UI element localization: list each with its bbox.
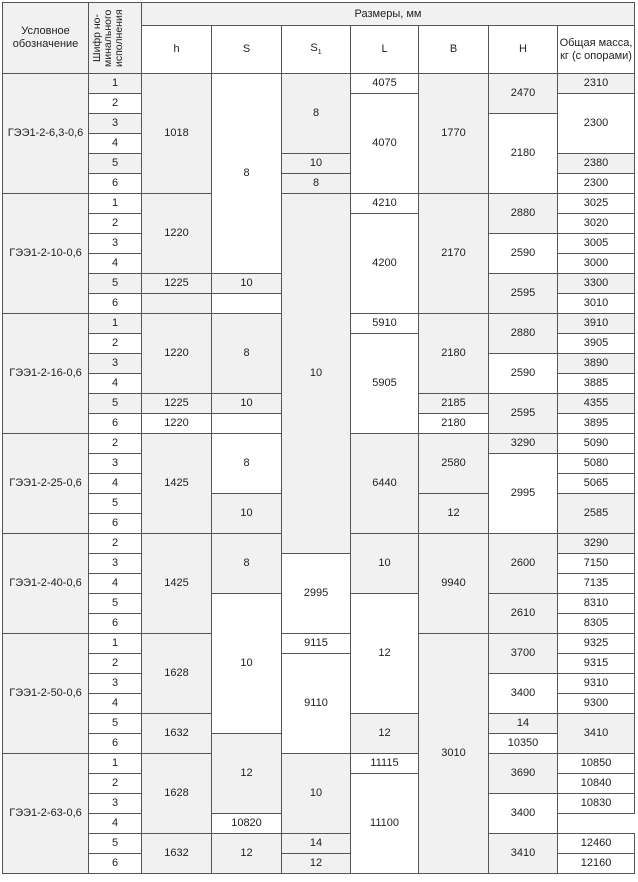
cell-mass: 5065 (558, 474, 635, 494)
header-S: S (212, 26, 282, 74)
cell-S: 8 (212, 534, 282, 594)
cell-S1: 8 (282, 74, 351, 154)
cell-mass: 10840 (558, 774, 635, 794)
cell-h: 1632 (142, 834, 212, 874)
cell-L: 9115 (282, 634, 351, 654)
variant-code: 2 (89, 334, 142, 354)
cell-H: 2995 (282, 554, 351, 634)
variant-code: 1 (89, 314, 142, 334)
variant-code: 1 (89, 194, 142, 214)
cell-mass: 3885 (558, 374, 635, 394)
cell-mass: 2300 (558, 174, 635, 194)
cell-mass: 8305 (558, 614, 635, 634)
cell-L: 4070 (351, 94, 419, 194)
cell-B: 2580 (419, 434, 489, 494)
group-name: ГЭЭ1-2-63-0,6 (3, 754, 89, 874)
group-name: ГЭЭ1-2-25-0,6 (3, 434, 89, 534)
cell-mass: 3020 (558, 214, 635, 234)
cell-S: 10 (282, 754, 351, 834)
cell-H: 3290 (489, 434, 558, 454)
cell-B: 2600 (489, 534, 558, 594)
variant-code: 4 (89, 134, 142, 154)
variant-code: 5 (89, 394, 142, 414)
cell-mass: 2310 (558, 74, 635, 94)
cell-h: 1225 (142, 394, 212, 414)
variant-code: 1 (89, 634, 142, 654)
cell-H: 2995 (489, 454, 558, 534)
variant-code: 2 (89, 94, 142, 114)
variant-code: 5 (89, 594, 142, 614)
cell-mass: 3010 (558, 294, 635, 314)
cell-H: 3690 (489, 754, 558, 794)
cell-H: 3400 (489, 674, 558, 714)
cell-h-empty (142, 294, 212, 314)
header-designation: Условное обозначение (3, 3, 89, 74)
cell-L: 6440 (351, 434, 419, 534)
cell-mass: 4355 (558, 394, 635, 414)
table-row (3, 834, 635, 854)
cell-h: 1225 (142, 274, 212, 294)
variant-code: 1 (89, 74, 142, 94)
cell-mass: 9310 (558, 674, 635, 694)
cell-H: 3400 (489, 794, 558, 834)
variant-code: 6 (89, 854, 142, 874)
cell-mass: 3000 (558, 254, 635, 274)
cell-mass: 10350 (489, 734, 558, 754)
cell-mass: 3005 (558, 234, 635, 254)
cell-L: 9110 (282, 654, 351, 754)
variant-code: 6 (89, 174, 142, 194)
cell-h: 1220 (142, 414, 212, 434)
cell-mass: 10820 (212, 814, 282, 834)
header-h: h (142, 26, 212, 74)
variant-code: 5 (89, 154, 142, 174)
cell-S: 8 (212, 434, 282, 494)
cell-mass: 5080 (558, 454, 635, 474)
cell-mass: 12160 (558, 854, 635, 874)
cell-mass: 3910 (558, 314, 635, 334)
header-S1 (282, 26, 351, 74)
variant-code: 2 (89, 534, 142, 554)
cell-S: 12 (212, 834, 282, 874)
cell-B: 3010 (419, 634, 489, 874)
variant-code: 6 (89, 614, 142, 634)
cell-B: 2585 (558, 494, 635, 534)
group-name: ГЭЭ1-2-40-0,6 (3, 534, 89, 634)
cell-H: 3410 (558, 714, 635, 754)
variant-code: 3 (89, 234, 142, 254)
cell-H: 2595 (489, 394, 558, 434)
variant-code: 1 (89, 754, 142, 774)
cell-S1: 12 (419, 494, 489, 534)
variant-code: 5 (89, 714, 142, 734)
cell-h: 1628 (142, 634, 212, 714)
cell-H: 3410 (489, 834, 558, 874)
cell-S1: 14 (282, 834, 351, 854)
cell-mass: 3025 (558, 194, 635, 214)
table-row (3, 754, 635, 774)
cell-h: 1220 (142, 314, 212, 394)
variant-code: 4 (89, 814, 142, 834)
cell-L: 4075 (351, 74, 419, 94)
cell-mass: 7135 (558, 574, 635, 594)
cell-S1: 10 (282, 154, 351, 174)
cell-B: 2180 (419, 314, 489, 394)
variant-code: 6 (89, 414, 142, 434)
cell-mass: 9325 (558, 634, 635, 654)
cell-S: 8 (212, 74, 282, 274)
header-S1-main: S (310, 41, 318, 54)
cell-S: 12 (351, 714, 419, 754)
variant-code: 3 (89, 114, 142, 134)
variant-code: 6 (89, 294, 142, 314)
header-mass: Общая масса, кг (с опорами) (558, 26, 635, 74)
cell-H: 2590 (489, 234, 558, 274)
variant-code: 2 (89, 654, 142, 674)
cell-S1: 12 (212, 734, 282, 814)
cell-H: 3290 (558, 534, 635, 554)
group-name: ГЭЭ1-2-6,3-0,6 (3, 74, 89, 194)
cell-H: 2595 (489, 274, 558, 314)
cell-mass: 10830 (558, 794, 635, 814)
header-B: B (419, 26, 489, 74)
cell-L: 4200 (351, 214, 419, 314)
variant-code: 6 (89, 734, 142, 754)
header-variant-code (89, 3, 142, 74)
header-dimensions: Размеры, мм (142, 3, 635, 26)
cell-mass: 12460 (558, 834, 635, 854)
variant-code: 2 (89, 434, 142, 454)
variant-code: 3 (89, 554, 142, 574)
cell-mass: 5090 (558, 434, 635, 454)
table-row (3, 634, 635, 654)
cell-mass: 10850 (558, 754, 635, 774)
cell-S: 10 (212, 394, 282, 414)
cell-h: 1220 (142, 194, 212, 274)
cell-h: 1632 (142, 714, 212, 754)
cell-L: 11100 (351, 774, 419, 874)
cell-S: 10 (212, 594, 282, 734)
cell-h: 1628 (142, 754, 212, 834)
variant-code: 2 (89, 214, 142, 234)
cell-H: 3700 (489, 634, 558, 674)
cell-S: 10 (212, 494, 282, 534)
variant-code: 3 (89, 674, 142, 694)
variant-code: 5 (89, 494, 142, 514)
cell-mass: 2380 (558, 154, 635, 174)
cell-H: 2880 (489, 314, 558, 354)
variant-code: 4 (89, 574, 142, 594)
header-row-1 (3, 3, 635, 26)
variant-code: 3 (89, 454, 142, 474)
cell-mass: 8310 (558, 594, 635, 614)
cell-H: 2590 (489, 354, 558, 394)
variant-code: 2 (89, 774, 142, 794)
cell-S1: 8 (282, 174, 351, 194)
cell-h: 1425 (142, 434, 212, 534)
cell-B: 2610 (489, 594, 558, 634)
cell-mass: 9315 (558, 654, 635, 674)
variant-code: 4 (89, 474, 142, 494)
header-H: H (489, 26, 558, 74)
cell-S: 8 (212, 314, 282, 394)
table-row (3, 194, 635, 214)
cell-L: 5905 (351, 334, 419, 434)
cell-mass: 3905 (558, 334, 635, 354)
cell-S-empty (212, 294, 282, 314)
cell-H: 2470 (489, 74, 558, 114)
cell-L: 9940 (419, 534, 489, 634)
variant-code: 4 (89, 254, 142, 274)
cell-B: 2185 (419, 394, 489, 414)
cell-mass: 3895 (558, 414, 635, 434)
variant-code: 4 (89, 374, 142, 394)
group-name: ГЭЭ1-2-50-0,6 (3, 634, 89, 754)
cell-S1: 10 (351, 534, 419, 594)
variant-code-label: Шифр но-минального исполнения (91, 9, 126, 67)
cell-S: 10 (212, 274, 282, 294)
header-L: L (351, 26, 419, 74)
cell-h: 1425 (142, 534, 212, 634)
cell-B: 2180 (419, 414, 489, 434)
cell-mass: 7150 (558, 554, 635, 574)
variant-code: 3 (89, 794, 142, 814)
cell-H: 2180 (489, 114, 558, 194)
cell-S-empty (212, 414, 282, 434)
cell-S1: 12 (282, 854, 351, 874)
header-S1-sub: 1 (317, 49, 322, 57)
cell-B: 2170 (419, 194, 489, 314)
cell-S1: 10 (282, 194, 351, 554)
cell-mass: 2300 (558, 94, 635, 154)
dimensions-table (2, 2, 635, 874)
cell-mass: 3890 (558, 354, 635, 374)
cell-L: 5910 (351, 314, 419, 334)
cell-mass: 9300 (558, 694, 635, 714)
cell-L: 4210 (351, 194, 419, 214)
table-row (3, 74, 635, 94)
group-name: ГЭЭ1-2-16-0,6 (3, 314, 89, 434)
variant-code: 5 (89, 834, 142, 854)
cell-L: 11115 (351, 754, 419, 774)
cell-S1: 12 (351, 594, 419, 714)
variant-code: 5 (89, 274, 142, 294)
cell-H: 2880 (489, 194, 558, 234)
cell-h: 1018 (142, 74, 212, 194)
variant-code: 6 (89, 514, 142, 534)
cell-B: 1770 (419, 74, 489, 194)
cell-mass: 3300 (558, 274, 635, 294)
cell-S1: 14 (489, 714, 558, 734)
variant-code: 4 (89, 694, 142, 714)
group-name: ГЭЭ1-2-10-0,6 (3, 194, 89, 314)
variant-code: 3 (89, 354, 142, 374)
